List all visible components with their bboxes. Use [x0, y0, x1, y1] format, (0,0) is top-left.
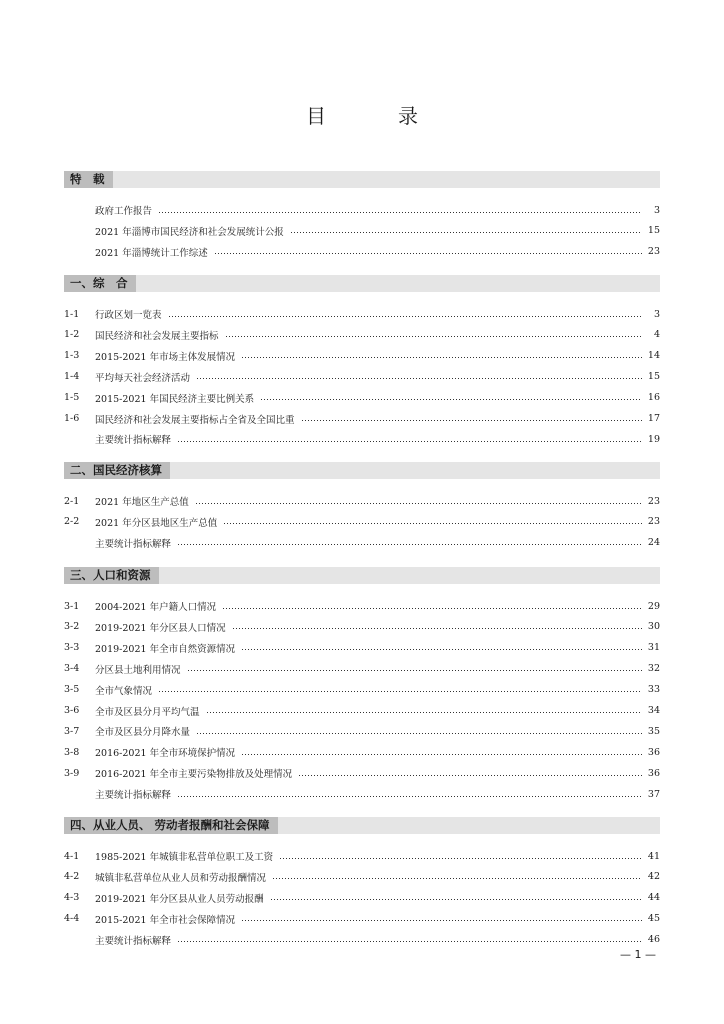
entry-title: 主要统计指标解释 — [95, 935, 172, 947]
toc-entry[interactable] — [64, 328, 660, 342]
entry-page-number: 37 — [647, 788, 660, 800]
entry-page-number: 34 — [647, 705, 660, 716]
entry-page-number: 14 — [647, 350, 660, 362]
toc-entry[interactable] — [64, 662, 660, 676]
toc-entry[interactable] — [64, 849, 660, 863]
dot-leader — [223, 523, 642, 524]
dot-leader — [241, 649, 642, 650]
dot-leader — [177, 441, 642, 442]
dot-leader — [241, 920, 642, 921]
entry-page-number: 32 — [647, 663, 660, 675]
entry-title: 2021 年地区生产总值 — [95, 497, 189, 508]
entry-number: 2-1 — [64, 495, 80, 507]
entry-page-number: 33 — [647, 684, 660, 696]
entry-page-number: 35 — [647, 725, 660, 737]
section-header — [64, 567, 660, 584]
toc-entry[interactable] — [64, 536, 660, 550]
dot-leader — [290, 232, 642, 233]
toc-entry[interactable] — [64, 641, 660, 655]
entry-title: 2021 年淄博统计工作综述 — [95, 247, 208, 259]
dot-leader — [196, 378, 642, 379]
entry-page-number: 41 — [647, 850, 660, 862]
entry-number: 3-3 — [64, 642, 80, 654]
entry-number: 3-8 — [64, 746, 80, 758]
entry-page-number: 16 — [647, 392, 660, 404]
entry-page-number: 19 — [647, 433, 660, 445]
entry-title: 平均每天社会经济活动 — [95, 372, 191, 384]
section-header — [64, 817, 660, 834]
entry-number: 3-1 — [64, 600, 80, 612]
dot-leader — [168, 316, 642, 317]
toc-entry[interactable] — [64, 224, 660, 238]
entry-title: 城镇非私营单位从业人员和劳动报酬情况 — [95, 872, 267, 884]
entry-page-number: 23 — [647, 495, 660, 507]
toc-entry[interactable] — [64, 683, 660, 697]
entry-page-number: 3 — [653, 308, 660, 320]
entry-page-number: 36 — [647, 767, 660, 779]
dot-leader — [270, 899, 642, 900]
entry-number: 3-4 — [64, 663, 80, 675]
dot-leader — [225, 336, 642, 337]
entry-number: 2-2 — [64, 516, 80, 528]
entry-title: 主要统计指标解释 — [95, 435, 172, 447]
section-title: 三、人口和资源 — [64, 567, 159, 584]
entry-number: 1-2 — [64, 329, 80, 341]
section-header — [64, 275, 660, 292]
entry-title: 1985-2021 年城镇非私营单位职工及工资 — [95, 852, 274, 863]
dot-leader — [260, 399, 642, 400]
toc-entry[interactable] — [64, 870, 660, 884]
entry-page-number: 4 — [653, 329, 660, 341]
entry-title: 2004-2021 年户籍人口情况 — [95, 602, 217, 613]
toc-entry[interactable] — [64, 412, 660, 426]
dot-leader — [241, 754, 642, 755]
entry-title: 2019-2021 年分区县从业人员劳动报酬 — [95, 893, 264, 905]
dot-leader — [196, 733, 642, 734]
entry-page-number: 30 — [647, 621, 660, 633]
dot-leader — [177, 544, 642, 545]
toc-entry[interactable] — [64, 745, 660, 759]
entry-page-number: 42 — [647, 871, 660, 883]
page-number: — 1 — — [620, 948, 656, 961]
dot-leader — [272, 878, 642, 879]
entry-title: 政府工作报告 — [95, 206, 153, 217]
entry-number: 4-3 — [64, 892, 80, 904]
entry-number: 3-2 — [64, 621, 80, 633]
entry-title: 2016-2021 年全市主要污染物排放及处理情况 — [95, 769, 293, 781]
entry-title: 2016-2021 年全市环境保护情况 — [95, 748, 236, 760]
dot-leader — [206, 712, 642, 713]
toc-entry[interactable] — [64, 912, 660, 926]
entry-page-number: 44 — [647, 892, 660, 904]
toc-entry[interactable] — [64, 370, 660, 384]
entry-title: 全市气象情况 — [95, 685, 153, 697]
entry-page-number: 15 — [647, 225, 660, 237]
entry-title: 2015-2021 年国民经济主要比例关系 — [95, 393, 255, 405]
entry-page-number: 36 — [647, 746, 660, 758]
entry-title: 2021 年分区县地区生产总值 — [95, 517, 218, 529]
toc-entry[interactable] — [64, 724, 660, 738]
entry-title: 主要统计指标解释 — [95, 538, 172, 550]
dot-leader — [232, 628, 642, 629]
toc-entry[interactable] — [64, 704, 660, 718]
entry-page-number: 23 — [647, 246, 660, 258]
entry-title: 国民经济和社会发展主要指标占全省及全国比重 — [95, 414, 295, 426]
section-title: 一、综 合 — [64, 275, 136, 292]
dot-leader — [195, 503, 642, 504]
dot-leader — [158, 212, 642, 213]
entry-title: 2021 年淄博市国民经济和社会发展统计公报 — [95, 226, 284, 238]
toc-entry[interactable] — [64, 391, 660, 405]
entry-number: 4-2 — [64, 871, 80, 883]
entry-number: 3-7 — [64, 725, 80, 737]
toc-entry[interactable] — [64, 891, 660, 905]
dot-leader — [177, 796, 642, 797]
entry-title: 2015-2021 年全市社会保障情况 — [95, 914, 236, 926]
entry-number: 3-5 — [64, 684, 80, 696]
entry-title: 全市及区县分月平均气温 — [95, 706, 200, 718]
entry-number: 3-9 — [64, 767, 80, 779]
dot-leader — [187, 670, 642, 671]
section-header — [64, 462, 660, 479]
toc-entry[interactable] — [64, 620, 660, 634]
entry-title: 2019-2021 年全市自然资源情况 — [95, 643, 236, 655]
entry-number: 4-1 — [64, 850, 80, 862]
dot-leader — [177, 941, 642, 942]
entry-number: 1-5 — [64, 392, 80, 404]
toc-entry[interactable] — [64, 203, 660, 217]
entry-title: 分区县土地利用情况 — [95, 664, 181, 676]
page-title: 目 录 — [306, 104, 444, 128]
dot-leader — [241, 357, 642, 358]
entry-title: 行政区划一览表 — [95, 310, 162, 321]
entry-page-number: 15 — [647, 371, 660, 383]
entry-title: 2015-2021 年市场主体发展情况 — [95, 351, 236, 363]
entry-page-number: 29 — [647, 600, 660, 612]
section-title: 二、国民经济核算 — [64, 462, 170, 479]
entry-page-number: 3 — [653, 204, 660, 216]
entry-page-number: 24 — [647, 537, 660, 549]
entry-title: 全市及区县分月降水量 — [95, 727, 191, 739]
dot-leader — [279, 858, 642, 859]
entry-number: 1-6 — [64, 413, 80, 424]
toc-entry[interactable] — [64, 349, 660, 363]
entry-number: 3-6 — [64, 705, 80, 716]
entry-number: 1-3 — [64, 350, 80, 362]
section-title: 四、从业人员、 劳动者报酬和社会保障 — [64, 817, 278, 834]
entry-page-number: 31 — [647, 642, 660, 654]
entry-number: 1-1 — [64, 308, 80, 320]
entry-number: 4-4 — [64, 913, 80, 925]
section-title: 特 载 — [64, 171, 113, 188]
entry-page-number: 23 — [647, 516, 660, 528]
entry-title: 2019-2021 年分区县人口情况 — [95, 622, 226, 634]
toc-entry[interactable] — [64, 432, 660, 446]
section-header — [64, 171, 660, 188]
entry-title: 国民经济和社会发展主要指标 — [95, 330, 219, 342]
entry-page-number: 17 — [647, 413, 660, 424]
dot-leader — [158, 691, 642, 692]
toc-entry[interactable] — [64, 933, 660, 947]
toc-entry[interactable] — [64, 787, 660, 801]
toc-entry[interactable] — [64, 494, 660, 508]
entry-page-number: 45 — [647, 913, 660, 925]
dot-leader — [222, 608, 642, 609]
dot-leader — [214, 253, 642, 254]
entry-number: 1-4 — [64, 371, 80, 383]
entry-title: 主要统计指标解释 — [95, 790, 172, 802]
toc-entry[interactable] — [64, 766, 660, 780]
toc-entry[interactable] — [64, 599, 660, 613]
toc-entry[interactable] — [64, 245, 660, 259]
toc-entry[interactable] — [64, 307, 660, 321]
dot-leader — [301, 420, 642, 421]
toc-entry[interactable] — [64, 515, 660, 529]
entry-page-number: 46 — [647, 934, 660, 946]
dot-leader — [298, 775, 642, 776]
